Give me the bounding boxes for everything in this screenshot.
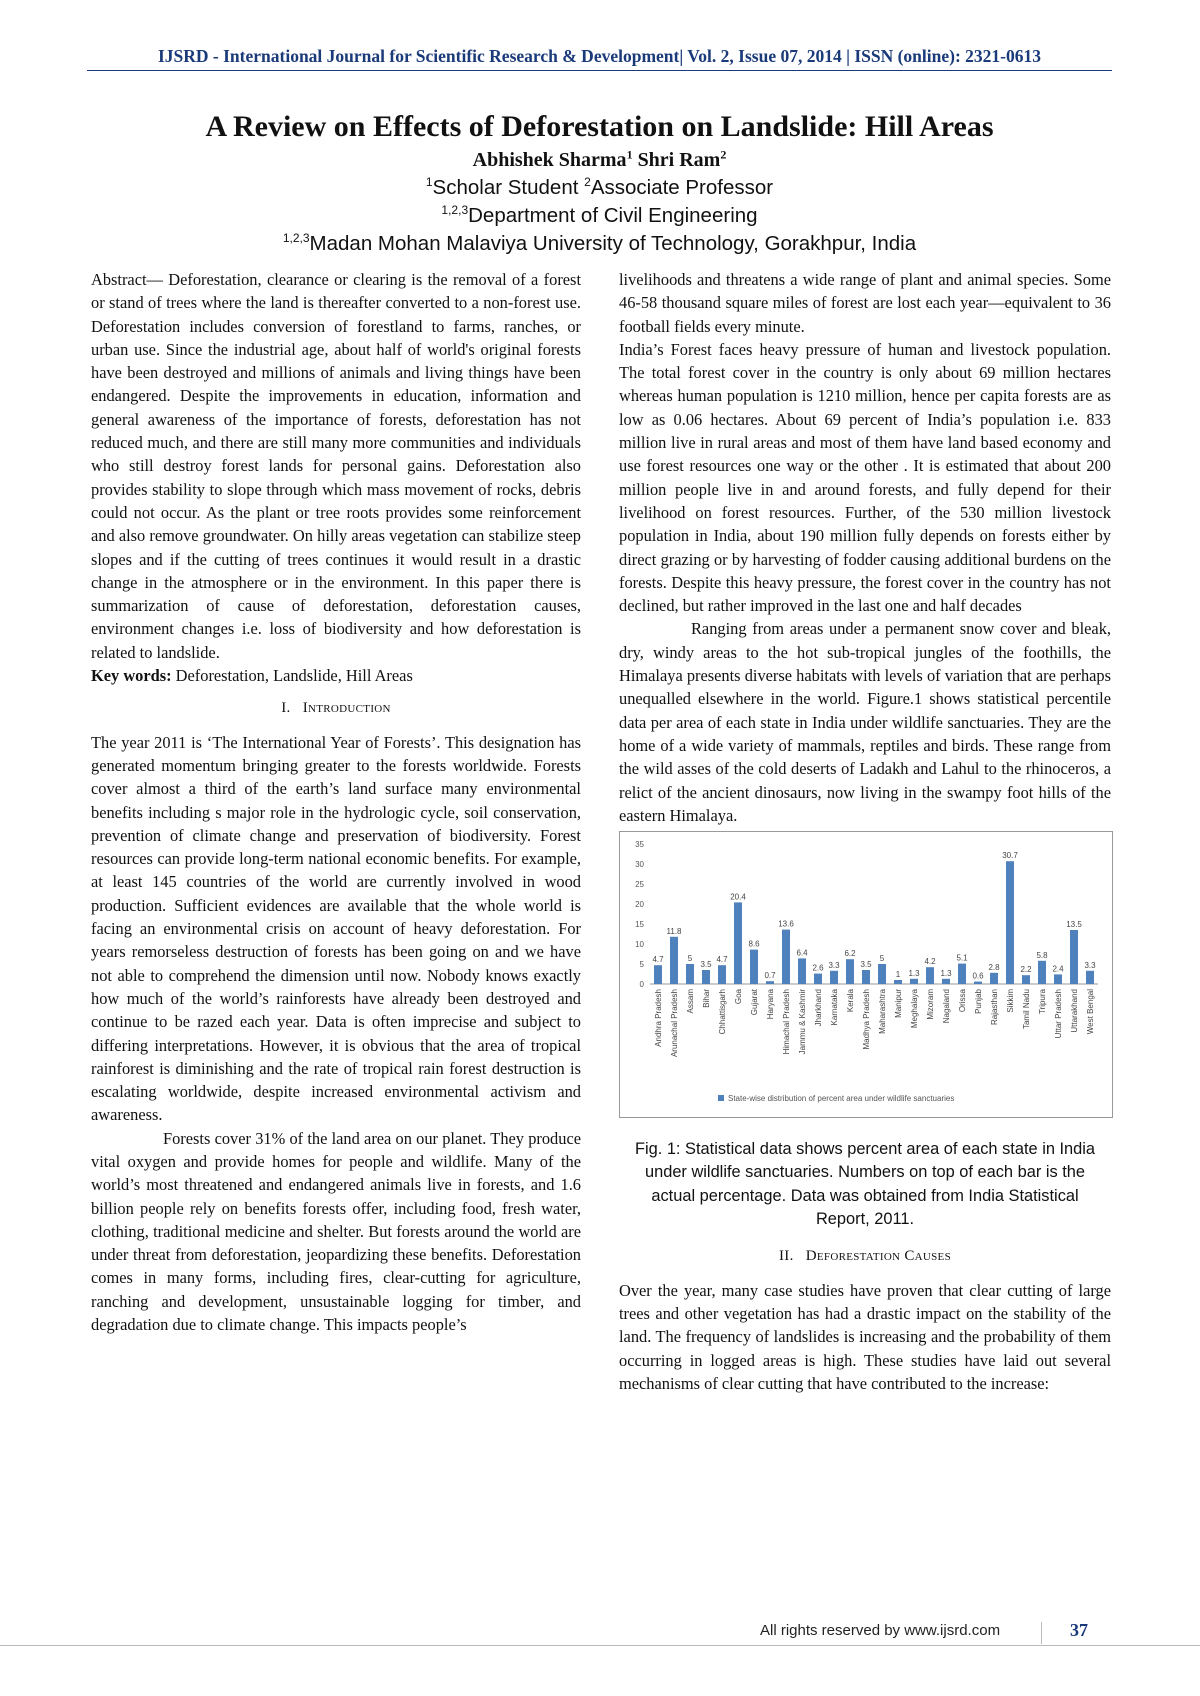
y-tick-label: 20 [635,900,644,910]
bar [1022,975,1030,984]
bar [686,964,694,984]
bar [958,964,966,984]
university: Madan Mohan Malaviya University of Technology, Gorakhpur, India [309,232,917,255]
category-label: Chhattisgarh [718,989,727,1035]
category-label: Kerala [846,989,855,1013]
bar-chart-svg [620,832,1110,1115]
figure-1-caption: Fig. 1: Statistical data shows percent area of each state in India under wildlife sanctuaries. Numbers on top of each bar is the actual percentage. Data was obtained from India Statistical Report, 2011. [634,1140,1096,1229]
bar-value-label: 13.5 [1066,920,1082,930]
bar-value-label: 5 [879,954,885,964]
bar-value-label: 20.4 [730,892,746,902]
paper-title: A Review on Effects of Deforestation on Landslide: Hill Areas [205,110,994,143]
footer-divider [1041,1622,1042,1644]
category-label: Nagaland [942,989,951,1024]
category-label: Bihar [702,989,711,1008]
bar [878,964,886,984]
category-label: Orissa [958,989,967,1013]
bar-value-label: 0.6 [972,971,984,981]
author-1: Abhishek Sharma [472,149,627,171]
author-2: Shri Ram [632,149,721,171]
category-label: Uttarakhand [1070,989,1079,1033]
bar-value-label: 5.8 [1036,950,1048,960]
bar-value-label: 8.6 [748,939,760,949]
category-label: Tamil Nadu [1022,989,1031,1030]
bar-value-label: 3.5 [700,960,712,970]
bar [814,974,822,984]
aff-sup: 1,2,3 [282,231,310,246]
bar [750,950,758,984]
bar-value-label: 4.7 [716,955,728,965]
aff-sup: 2 [584,175,591,190]
y-tick-label: 30 [635,860,644,870]
intro-paragraph-2: Forests cover 31% of the land area on our planet. They produce vital oxygen and provide homes for people and wildlife. Many of the world’s most threatened and endangered animals live in forests, and 1.6 billion people rely on benefits forests offer, including food, fresh water, clothing, traditional medicine and shelter. But forests around the world are under threat from deforestation, jeopardizing these benefits. Deforestation comes in many forms, including fires, clear-cutting for agriculture, ranching and development, unsustainable logging for timber, and degradation due to climate change. This impacts people’s [91,1128,581,1335]
bar-value-label: 6.4 [796,948,808,958]
section2-paragraph-1: Over the year, many case studies have proven that clear cutting of large trees and other vegetation has had a drastic impact on the stability of the land. The frequency of landslides is increasing and the probability of them occurring in logged areas is high. These studies have laid out several mechanisms of clear cutting that have contributed to the increase: [619,1280,1111,1393]
abstract-label: Abstract— [91,270,163,289]
category-label: Haryana [766,989,775,1020]
role-2: Associate Professor [590,176,774,199]
bar-value-label: 5 [687,954,693,964]
bar [894,980,902,984]
legend-label: State-wise distribution of percent area under wildlife sanctuaries [728,1094,955,1104]
bar-value-label: 1.3 [908,968,920,978]
bar [1006,861,1014,984]
category-label: Assam [686,989,695,1014]
authors [87,149,1112,172]
affiliation-roles [87,176,1112,200]
bar [974,982,982,984]
footer-copyright: All rights reserved by www.ijsrd.com [760,1622,1001,1639]
bar [910,979,918,984]
y-tick-label: 0 [639,980,644,990]
bar-value-label: 5.1 [956,953,968,963]
section-title: Deforestation Causes [805,1248,951,1265]
bar [670,937,678,984]
category-label: Andhra Pradesh [654,989,663,1047]
bar [782,930,790,984]
footer-rule [0,1645,1200,1646]
category-label: Uttar Pradesh [1054,989,1063,1039]
bar [846,959,854,984]
left-column [91,268,581,1336]
bar [1070,930,1078,984]
bar-value-label: 2.2 [1020,965,1032,975]
category-label: Maharashtra [878,989,887,1035]
bar-value-label: 2.8 [988,962,1000,972]
right-paragraph-3: Ranging from areas under a permanent snow cover and bleak, dry, windy areas to the hot sub-tropical jungles of the foothills, the Himalaya presents diverse habitats with levels of variation that are perhaps unequalled elsewhere in the world. Figure.1 shows statistical percentile data per area of each state in India under wildlife sanctuaries. They are the home of a wide variety of mammals, reptiles and birds. These range from the wild asses of the cold deserts of Ladakh and Lahul to the rhinoceros, a relict of the ancient dinosaurs, now living in the swampy foot hills of the eastern Himalaya. [619,619,1111,825]
bar [942,979,950,984]
author-1-sup: 1 [626,147,633,162]
abstract-text: Deforestation, clearance or clearing is the removal of a forest or stand of trees where the land is thereafter converted to a non-forest use. Deforestation includes conversion of forestland to farms, ranches, or urban use. Since the industrial age, about half of world's original forests have been destroyed and millions of animals and living things have been endangered. Despite the improvements in education, information and general awareness of the importance of forests, deforestation has not reduced much, and there are still many more communities and individuals who still destroy forest lands for personal gains. Deforestation also provides stability to slope through which mass movement of rocks, debris could not occur. As the plant or tree roots provides some reinforcement and also remove groundwater. On hilly areas vegetation can stabilize steep slopes and if the cutting of trees continues it would result in a drastic change in the atmosphere or in the environment. In this paper there is summarization of cause of deforestation, deforestation causes, environment changes i.e. loss of biodiversity and how deforestation is related to landslide. [91,270,581,662]
y-tick-label: 15 [635,920,644,930]
category-label: Mizoram [926,989,935,1020]
bar [654,965,662,984]
bar-value-label: 3.3 [1084,960,1096,970]
aff-sup: 1,2,3 [441,203,469,218]
bar [1038,961,1046,984]
bar-value-label: 13.6 [778,919,794,929]
bar-value-label: 30.7 [1002,851,1018,861]
header-rule [87,70,1112,71]
affiliation-department [87,204,1112,228]
bar-value-label: 4.7 [652,955,664,965]
category-label: Arunachal Pradesh [670,989,679,1058]
legend-swatch [718,1095,724,1101]
bar [734,903,742,985]
bar-value-label: 1.3 [940,968,952,978]
bar-value-label: 2.6 [812,963,824,973]
section-title: Introduction [302,700,391,717]
bar [862,970,870,984]
journal-header: IJSRD - International Journal for Scientific Research & Development| Vol. 2, Issue 07, 2014 | ISSN (online): 2321-0613 [157,46,1042,66]
department: Department of Civil Engineering [468,204,758,227]
category-label: Jharkhand [814,989,823,1027]
affiliation-university [87,232,1112,256]
category-label: Tripura [1038,989,1047,1015]
category-label: Sikkim [1006,989,1015,1013]
aff-sup: 1 [425,175,433,190]
bar-value-label: 1 [895,970,901,980]
category-label: Himachal Pradesh [782,989,791,1055]
category-label: Gujarat [750,989,759,1016]
category-label: Punjab [974,989,983,1015]
bar [926,967,934,984]
page-number: 37 [1070,1620,1088,1640]
figure-1-chart [619,831,1113,1118]
bar-value-label: 3.3 [828,960,840,970]
right-column [619,268,1111,1395]
bar [766,981,774,984]
y-tick-label: 25 [635,880,644,890]
author-2-sup: 2 [720,147,727,162]
keywords-text: Deforestation, Landslide, Hill Areas [171,666,413,686]
section-heading-introduction [91,697,581,720]
bar [718,965,726,984]
right-paragraph-1: livelihoods and threatens a wide range of plant and animal species. Some 46-58 thousand square miles of forest are lost each year—equivalent to 36 football fields every minute. [619,270,1111,336]
bar [990,973,998,984]
category-label: Goa [734,989,743,1005]
y-tick-label: 35 [635,840,644,850]
keywords-label: Key words: [91,666,172,686]
section-number: I. [281,700,291,717]
bar-value-label: 6.2 [844,949,856,959]
y-tick-label: 10 [635,940,644,950]
bar [798,959,806,985]
section-number: II. [778,1248,794,1265]
bar-value-label: 11.8 [666,926,682,936]
category-label: Manipur [894,989,903,1019]
category-label: Jammu & Kashmir [798,989,807,1055]
category-label: Meghalaya [910,989,919,1029]
bar-value-label: 3.5 [860,960,872,970]
abstract [91,268,581,664]
bar [830,971,838,984]
category-label: Rajasthan [990,989,999,1026]
section-heading-deforestation-causes [619,1245,1111,1268]
right-paragraph-2: India’s Forest faces heavy pressure of human and livestock population. The total forest cover in the country is only about 69 million hectares whereas human population is 1210 million, hence per capita forests are as low as 0.06 hectares. About 69 percent of India’s population i.e. 833 million live in rural areas and most of them have land based economy and use forest resources one way or the other . It is estimated that about 200 million people live in and around forests, and fully depend for their livelihood on forest resources. Further, of the 530 million livestock population in India, about 190 million fully depends on forests either by direct grazing or by harvesting of fodder causing additional burdens on the forests. Despite this heavy pressure, the forest cover in the country has not declined, but rather improved in the last one and half decades [619,339,1111,616]
bar-value-label: 0.7 [764,971,776,981]
keywords [91,664,581,687]
bar [1054,975,1062,985]
y-tick-label: 5 [639,960,644,970]
role-1: Scholar Student [432,176,585,199]
bar [1086,971,1094,984]
category-label: Madhya Pradesh [862,989,871,1050]
bar-value-label: 2.4 [1052,964,1064,974]
category-label: Karnataka [830,989,839,1026]
bar [702,970,710,984]
category-label: West Bengal [1086,989,1095,1035]
intro-paragraph-1: The year 2011 is ‘The International Year of Forests’. This designation has generated momentum bringing greater to the forests worldwide. Forests cover almost a third of the earth’s land surface many environmental benefits including s major role in the hydrologic cycle, soil conservation, prevention of climate change and preservation of biodiversity. Forest resources can provide long-term national economic benefits. For example, at least 145 countries of the world are currently involved in wood production. Sufficient evidences are available that the whole world is facing an environmental crisis on account of heavy deforestation. For years remorseless destruction of forests has been going on and we have not able to comprehend the dimension until now. Nobody knows exactly how much of the world’s rainforests have already been destroyed and continue to be razed each year. Data is often imprecise and subject to differing interpretations. However, it is obvious that the area of tropical rainforest is diminishing and the rate of tropical rain forest destruction is escalating worldwide, despite increased environmental activism and awareness. [91,732,581,1125]
bar-value-label: 4.2 [924,957,936,967]
